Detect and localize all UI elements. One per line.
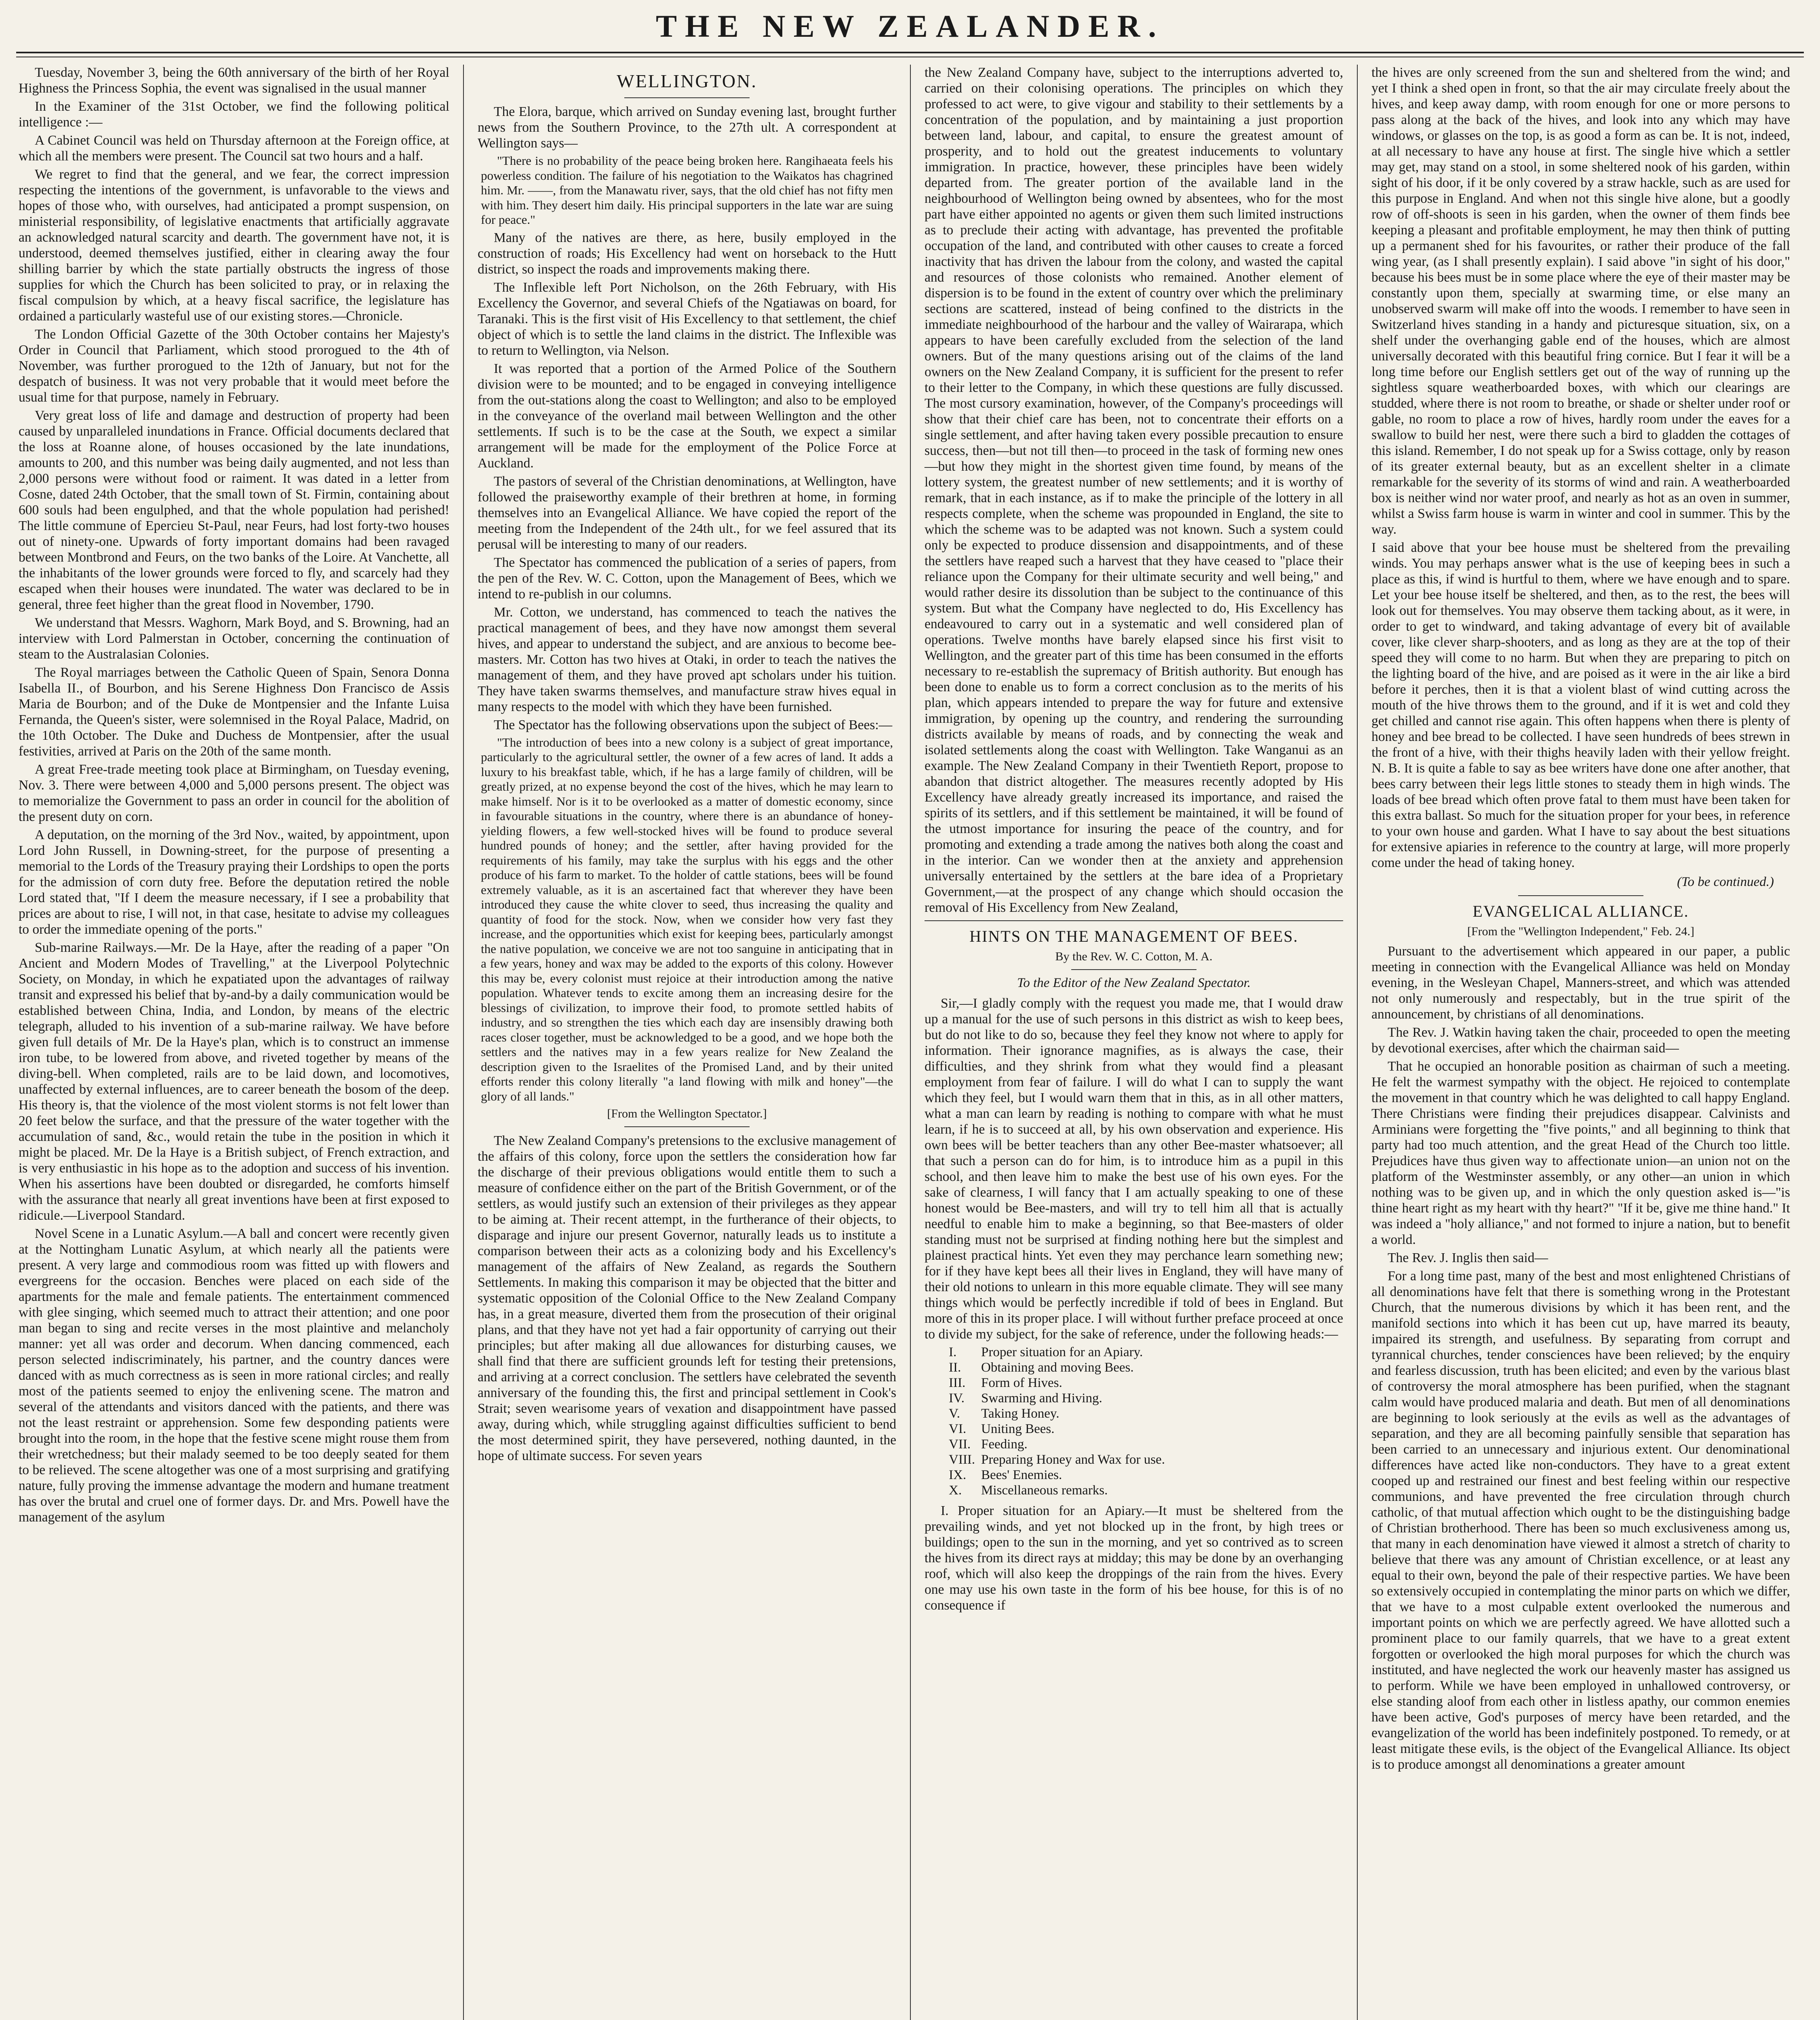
wellington-body (478, 230, 896, 733)
column-3 (910, 65, 1357, 2020)
company-article (478, 1133, 896, 1464)
paragraph: The London Official Gazette of the 30th October contains her Majesty's Order in Council that Parliament, which stood prorogued to the 4th of November, was further prorogued to the 12th of January, but not for the despatch of business. It was not very probable that it would meet before the usual time for that purpose, namely in February. (19, 327, 449, 405)
paragraph: We regret to find that the general, and we fear, the correct impression respecting the intentions of the government, is unfavorable to the views and hopes of those who, with ourselves, had anticipated a prompt suspension, on ministerial responsibility, of legislative enactments that artificially aggravate an acknowledged natural scarcity and dearth. The government have not, it is understood, deemed themselves justified, either in clearing away the four shilling barrier by which the state partially obstructs the ingress of those supplies for which the Church has been solicited to pray, or in relaxing the fiscal compulsion by which, at a heavy fiscal sacrifice, the legislature has ordained a particularly wasteful use of our existing stores.—Chronicle. (19, 167, 449, 324)
paragraph: The Royal marriages between the Catholic Queen of Spain, Senora Donna Isabella II., of Bourbon, and his Serene Highness Don Francisco de Assis Maria de Bourbon; and of the Duke de Montpensier and the Infante Luisa Fernanda, the Queen's sister, were solemnised in the Royal Palace, Madrid, on the 10th October. The Duke and Duchess de Montpensier, after the usual festivities, arrived at Paris on the 20th of the same month. (19, 665, 449, 759)
paragraph: The Spectator has the following observations upon the subject of Bees:— (494, 717, 893, 732)
paragraph: The New Zealand Company's pretensions to the exclusive management of the affairs of this colony, force upon the settlers the consideration how far the discharge of their previous obligations would entitle them to such a measure of confidence either on the part of the British Government, or of the settlers, as would justify such an extension of their privileges as they appear to be aiming at. Their recent attempt, in the furtherance of their objects, to disparage and injure our present Governor, naturally leads us to institute a comparison between their acts as a colonizing body and his Excellency's management of the affairs of New Zealand, as regards the Southern Settlements. In making this comparison it may be objected that the bitter and systematic opposition of the Colonial Office to the New Zealand Company has, in a great measure, diverted them from the prosecution of their original plans, and that they have not yet had a fair opportunity of carrying out their principles; but after making all due allowances for disturbing causes, we shall find that there are sufficient grounds left for testing their pretensions, and arriving at a correct conclusion. The settlers have celebrated the seventh anniversary of the founding this, the first and principal settlement in Cook's Strait; seven wearisome years of vexation and disappointment have passed away, during which, while struggling against difficulties sufficient to bend the most determined spirit, they have persevered, nothing daunted, in the hope of ultimate success. For seven years (478, 1133, 896, 1463)
paragraph: For a long time past, many of the best and most enlightened Christians of all denominations have felt that there is something wrong in the Protestant Church, that the numerous divisions by which it has been rent, and the manifold sections into which it has been cut up, have marred its beauty, impaired its strength, and usefulness. By separating from corrupt and tyrannical churches, tender consciences have been relieved; by the enquiry and fearless discussion, truth has been elicited; and even by the various blast of controversy the moral atmosphere has been purified, when the stagnant calm would have produced malaria and death. But men of all denominations are beginning to look seriously at the evils as well as the advantages of separation, and they are all becoming painfully sensible that separation has been carried to an unnecessary and injurious extent. Our denominational differences have acted like non-conductors. They have to a great extent cooped up and restrained our finest and best feeling within our respective communions, and have prevented the free circulation through church catholic, of that mutual affection which ought to be the distinguishing badge of Christian brotherhood. There has been so much exclusiveness among us, that many in each denomination have viewed it almost a stretch of charity to believe that there was any amount of Christian excellence, or at least any equal to their own, beyond the pale of their respective parties. We have been so extensively occupied in contemplating the minor parts on which we differ, that we have to a most culpable extent overlooked the numerous and important points on which we are perfectly agreed. We have allotted such a prominent place to our family quarrels, that we have to a great extent forgotten or overlooked the high moral purposes for which the church was instituted, and have neglected the work our heavenly master has assigned us to perform. While we have been employed in unhallowed controversy, or else standing aloof from each other in listless apathy, our common enemies have been active, God's purposes of mercy have been retarded, and the evangelization of the world has been indefinitely postponed. To remedy, or at least mitigate these evils, is the object of the Evangelical Alliance. Its object is to produce amongst all denominations a greater amount (1371, 1269, 1790, 1772)
list-item-number: IX. (949, 1468, 967, 1482)
paragraph: The Spectator has commenced the publication of a series of papers, from the pen of the Rev. W. C. Cotton, upon the Management of Bees, which we intend to re-publish in our columns. (478, 555, 896, 602)
bees-situation (925, 1503, 1343, 1613)
list-item-number: I. (949, 1345, 957, 1359)
list-item-number: IV. (949, 1391, 965, 1406)
bees-continued (1371, 65, 1790, 871)
divider (624, 1126, 750, 1127)
list-item-text: Feeding. (981, 1437, 1028, 1452)
wellington-heading: WELLINGTON. (617, 71, 757, 91)
paragraph: We understand that Messrs. Waghorn, Mark Boyd, and S. Browning, had an interview with Lord Palmerstan in October, concerning the continuation of steam to the Australasian Colonies. (19, 615, 449, 662)
paragraph: the New Zealand Company have, subject to the interruptions adverted to, carried on their colonising operations. The principles on which they professed to act were, to give vigour and stability to their settlements by a concentration of the population, and by maintaining a just proportion between land, labour, and capital, to ensure the greatest amount of prosperity, and to hold out the greatest inducements to voluntary immigration. In practice, however, these principles have been widely departed from. The greater portion of the available land in the neighbourhood of Wellington being owned by absentees, who for the most part have either appointed no agents or given them such limited instructions as to preclude their acting with advantage, has prevented the profitable occupation of the land, and contributed with other causes to create a forced inactivity that has driven the labour from the colony, and wasted the capital and resources of those colonists who remained. Another element of dispersion is to be found in the extent of country over which the preliminary sections are scattered, instead of being confined to the districts in the immediate neighbourhood of the harbour and the valley of Wairarapa, which appears to have been carefully excluded from the selection of the land owners. But of the many questions arising out of the claims of the land owners on the New Zealand Company, it is sufficient for the present to refer to their letter to the Company, in which these questions are fully discussed. The most cursory examination, however, of the Company's proceedings will show that their chief care has been, not to concentrate their efforts on a single settlement, and after having taken every possible precaution to ensure success, then—but not till then—to proceed in the task of forming new ones—but how they might in the shortest given time found, by means of the lottery system, the greatest number of new settlements; and it is worthy of remark, that in each instance, as if to make the principle of the lottery in all respects complete, when the scheme was propounded in England, the site to which the scheme was to be adapted was not known. Such a system could only be expected to produce dissension and disappointments, and of these the settlers have reaped such a harvest that they have ceased to "place their reliance upon the Company for their ultimate security and well being," and would rather desire its dissolution than be subject to the continuance of this system. But what the Company have neglected to do, His Excellency has endeavoured to carry out in a systematic and well considered plan of operations. Twelve months have barely elapsed since his first visit to Wellington, and the greater part of this time has been consumed in the efforts necessary to re-establish the supremacy of British authority. But enough has been done to enable us to form a correct conclusion as to the merits of his plan, which appears intended to prepare the way for future and extensive immigration, by opening up the country, and rendering the surrounding districts available by means of roads, and by connecting the weak and isolated settlements along the coast with Wellington. Take Wanganui as an example. The New Zealand Company in their Twentieth Report, propose to abandon that district altogether. The measures recently adopted by His Excellency have already greatly increased its importance, and raised the spirits of its settlers, and if this settlement be maintained, it will be found of the utmost importance for insuring the peace of the country, and for promoting and extending a trade among the natives both along the coast and in the interior. Can we wonder then at the anxiety and apprehension universally entertained by the settlers at the bare idea of a Proprietary Government,—at the prospect of any change which should occasion the removal of His Excellency from New Zealand, (925, 65, 1343, 915)
list-item-text: Form of Hives. (981, 1376, 1062, 1390)
paragraph: The Inflexible left Port Nicholson, on the 26th February, with His Excellency the Governor, and several Chiefs of the Ngatiawas on board, for Taranaki. This is the first visit of His Excellency to that settlement, the chief object of which is to settle the land claims in the district. The Inflexible was to return to Wellington, via Nelson. (478, 280, 896, 358)
list-item (949, 1391, 1343, 1406)
bees-heading: HINTS ON THE MANAGEMENT OF BEES. (969, 927, 1298, 945)
divider (925, 920, 1343, 921)
list-item (949, 1467, 1343, 1483)
company-article-continued (925, 65, 1343, 915)
list-item-number: VI. (949, 1422, 967, 1436)
paragraph: Many of the natives are there, as here, busily employed in the construction of roads; His Excellency had went on horseback to the Hutt district, so inspect the roads and improvements making there. (478, 230, 896, 277)
paragraph: Mr. Cotton, we understand, has commenced to teach the natives the practical management of bees, and they have now amongst them several hives, and appear to understand the subject, and are anxious to become bee-masters. Mr. Cotton has two hives at Otaki, in order to teach the natives the management of them, and they have proved apt scholars under his tuition. They have taken swarms themselves, and manufacture straw hives equal in many respects to the model with which they have been furnished. (478, 604, 896, 714)
list-item-number: VII. (949, 1437, 971, 1452)
list-item-number: X. (949, 1483, 962, 1498)
masthead-title: THE NEW ZEALANDER. (656, 8, 1164, 44)
list-item-text: Bees' Enemies. (981, 1468, 1062, 1482)
list-item-number: III. (949, 1376, 966, 1390)
list-item (949, 1360, 1343, 1375)
list-item (949, 1483, 1343, 1498)
divider (624, 97, 750, 98)
paragraph: Novel Scene in a Lunatic Asylum.—A ball and concert were recently given at the Nottingham Lunatic Asylum, at which nearly all the patients were present. A very large and commodious room was fitted up with flowers and evergreens for the occasion. Benches were placed on each side of the apartments for the male and female patients. The entertainment commenced with glee singing, which seemed much to attract their attention; and one poor man began to sing and recite verses in the most plaintive and melancholy manner: yet all was order and decorum. When dancing commenced, each person selected indiscriminately, his partner, and the country dances were danced with as much correctness as is seen in more rational circles; and really most of the patients seemed to enjoy the enlivening scene. The matron and several of the attendants and visitors danced with the patients, and there was not the least restraint or apprehension. Some few desponding patients were brought into the room, in the hope that the festive scene might rouse them from their wretchedness; but their malady seemed to be too deeply seated for them to be relieved. The scene altogether was one of a most surprising and gratifying nature, fully proving the immense advantage the modern and humane treatment has over the brutal and cruel one of former days. Dr. and Mrs. Powell have the management of the asylum (19, 1226, 449, 1525)
paragraph: The Elora, barque, which arrived on Sunday evening last, brought further news from the Southern Province, to the 27th ult. A correspondent at Wellington says— (478, 104, 896, 151)
column-2 (463, 65, 910, 2020)
column-4 (1357, 65, 1804, 2020)
paragraph: the hives are only screened from the sun and sheltered from the wind; and yet I think a shed open in front, so that the air may circulate freely about the hives, and keep away damp, with room enough for one or more persons to pass along at the back of the hives, and look into any which may have windows, or glasses on the top, is as good a form as can be. It is not, indeed, at all necessary to have any house at first. The single hive which a settler may get, may stand on a stool, in some sheltered nook of his garden, within sight of his door, if it be only covered by a straw hackle, such as are used for this purpose in England. And when not this single hive alone, but a goodly row of off-shoots is seen in his garden, when the owner of them finds bee keeping a pleasant and profitable employment, he may then think of putting up a permanent shed for his favourites, or rather their produce of the fall wing year, (as I shall presently explain). I said above "in sight of his door," because his bees must be in some place where the eye of their master may be constantly upon them, specially at swarming time, or else many an unobserved swarm will make off into the woods. I remember to have seen in Switzerland hives standing in a handy and picturesque situation, six, on a shelf under the overhanging gable end of the houses, which are almost universally decorated with this beautiful fring cornice. But I fear it will be a long time before our English settlers get out of the way of running up the sightless square weatherboarded boxes, with which our clearings are studded, where there is not room to breathe, or shade or shelter under roof or gable, no room to place a row of hives, hardly room under the eaves for a swallow to build her nest, were there such a bird to gladden the cottages of this island. Remember, I do not speak up for a Swiss cottage, only by reason of its greater external beauty, but as an excellent shelter in a climate remarkable for the severity of its storms of wind and rain. A weatherboarded box is neither wind nor water proof, and nearly as hot as an oven in summer, whilst a Swiss farm house is warm in winter and cool in summer. This by the way. (1371, 65, 1790, 537)
list-item (949, 1437, 1343, 1452)
list-item-text: Preparing Honey and Wax for use. (981, 1452, 1165, 1467)
paragraph: The pastors of several of the Christian denominations, at Wellington, have followed the praiseworthy example of their brethren at home, in forming themselves into an Evangelical Alliance. We have copied the report of the meeting from the Independent of the 24th ult., for we feel assured that its perusal will be interesting to many of our readers. (478, 473, 896, 552)
paragraph: Very great loss of life and damage and destruction of property had been caused by unparalleled inundations in France. Official documents declared that the loss at Roanne alone, of houses occasioned by the late inundations, amounts to 200, and this number was being daily augmented, and not less than 2,000 persons were without food or raiment. It was dated in a letter from Cosne, dated 24th October, that the small town of St. Firmin, containing about 600 souls had been engulphed, and that the whole population had perished! The little commune of Epercieu St-Paul, near Feurs, had lost forty-two houses out of ninety-one. Upwards of forty important domains had been ravaged between Montbrond and Feurs, on the two banks of the Loire. At Vanchette, all the inhabitants of the lower grounds were forced to fly, and scarcely had they escaped when their houses were inundated. The water was declared to be in general, three feet higher than the great flood in November, 1790. (19, 408, 449, 612)
spectator-quote: "The introduction of bees into a new colony is a subject of great importance, particularly to the agricultural settler, the owner of a few acres of land. It adds a luxury to his breakfast table, which, if he has a large family of children, will be greatly prized, at no expense beyond the cost of the hives, which he may learn to make himself. Nor is it to be overlooked as a matter of domestic economy, since in favourable situations in the country, where there is an abundance of honey-yielding flowers, a few well-stocked hives will be found to produce several hundred pounds of honey; and the settler, after having provided for the requirements of his family, may take the surplus with his eggs and the other produce of his farm to market. To the holder of cattle stations, bees will be found extremely valuable, as it is an ascertained fact that wherever they have been introduced they cause the white clover to seed, thus increasing the quality and quantity of food for the stock. Now, when we consider how very fast they increase, and the opportunities which exist for keeping bees, particularly amongst the native population, we conceive we are not too sanguine in anticipating that in a few years, honey and wax may be added to the exports of this colony. However this may be, every colonist must rejoice at their introduction among the native population. Whatever tends to excite among them an increasing desire for the blessings of civilization, to improve their food, to promote settled habits of industry, and so strengthen the ties which each day are insensibly drawing both races closer together, must be acknowledged to be a good, and we hope both the settlers and the natives may in a few years realize for New Zealand the description given to the Israelites of the Promised Land, and by their united efforts render this colony literally "a land flowing with milk and honey"—the glory of all lands." (481, 735, 893, 1103)
paragraph: A Cabinet Council was held on Thursday afternoon at the Foreign office, at which all the members were present. The Council sat two hours and a half. (19, 133, 449, 164)
list-item-text: Miscellaneous remarks. (981, 1483, 1108, 1498)
paragraph: A deputation, on the morning of the 3rd Nov., waited, by appointment, upon Lord John Russell, in Downing-street, for the purpose of presenting a memorial to the Lords of the Treasury praying their Lordships to open the ports for the admission of corn duty free. Before the deputation retired the noble Lord stated that, "If I deem the measure necessary, if I see a probability that prices are about to rise, I will not, in that case, hesitate to advise my colleagues to order the immediate opening of the ports." (19, 827, 449, 937)
list-item (949, 1452, 1343, 1467)
paragraph: The Rev. J. Inglis then said— (1388, 1250, 1548, 1265)
alliance-body (1371, 943, 1790, 1772)
masthead (0, 0, 1820, 53)
paragraph: In the Examiner of the 31st October, we find the following political intelligence :— (19, 99, 449, 130)
list-item-number: II. (949, 1360, 961, 1375)
paragraph: I. Proper situation for an Apiary.—It must be sheltered from the prevailing winds, and yet not blocked up in the front, by high trees or buildings; open to the sun in the morning, and yet so contrived as to screen the hives from its direct rays at midday; this may be done by an overhanging roof, which will also keep the droppings of the rain from the hives. Every one may use his own taste in the form of his bee house, for this is of no consequence if (925, 1503, 1343, 1613)
paragraph: Tuesday, November 3, being the 60th anniversary of the birth of her Royal Highness the Princess Sophia, the event was signalised in the usual manner (19, 65, 449, 96)
to-be-continued: (To be continued.) (1677, 875, 1774, 889)
bees-heads-list (925, 1345, 1343, 1498)
wellington-quote: "There is no probability of the peace being broken here. Rangihaeata feels his powerless condition. The failure of his negotiation to the Waikatos has chagrined him. Mr. ——, from the Manawatu river, says, that the old chief has not fifty men with him. They desert him daily. His principal supporters in the late war are suing for peace." (481, 154, 893, 227)
bees-body (925, 995, 1343, 1342)
wellington-intro (478, 104, 896, 151)
list-item-number: VIII. (949, 1452, 975, 1467)
list-item-text: Proper situation for an Apiary. (981, 1345, 1143, 1359)
list-item-text: Obtaining and moving Bees. (981, 1360, 1134, 1375)
alliance-heading: EVANGELICAL ALLIANCE. (1472, 902, 1689, 920)
list-item-text: Taking Honey. (981, 1406, 1060, 1421)
to-editor: To the Editor of the New Zealand Spectator. (1017, 976, 1251, 990)
paragraph: Sir,—I gladly comply with the request you made me, that I would draw up a manual for the use of such persons in this district as wish to keep bees, but do not like to do so, because they feel they know not where to apply for information. Their ignorance magnifies, as is always the case, their difficulties, and they shrink from what they would find a pleasant employment from fear of failure. I will do what I can to supply the want which they feel, but I would warn them that in this, as in all other matters, what a man can learn by reading is nothing to compare with what he must learn, if he is to succeed at all, by his own observation and experience. His own bees will be better teachers than any other Bee-master whatsoever; all that such a person can do for him, is to introduce him as a pupil in this school, and then leave him to make the best use of his own eyes. For the sake of clearness, I will fancy that I am actually speaking to one of these honest would be Bee-masters, and will try to tell him all that is actually needful to enable him to make a beginning, so that Bee-masters of older standing must not be surprised at finding nothing here but the simplest and plainest practical hints. Yet even they may perchance learn something new; for if they have kept bees all their lives in England, they will have many of their old notions to unlearn in this more equable climate. They will see many things which would be perfectly incredible if told of bees in England. But more of this in its proper place. I will without further preface proceed at once to divide my subject, for the sake of reference, under the following heads:— (925, 996, 1343, 1342)
list-item (949, 1406, 1343, 1421)
paragraph: Pursuant to the advertisement which appeared in our paper, a public meeting in connection with the Evangelical Alliance was held on Monday evening, in the Wesleyan Chapel, Manners-street, and which was attended not only numerously and respectably, but in the true spirit of the announcement, by christians of all denominations. (1371, 944, 1790, 1022)
bees-byline: By the Rev. W. C. Cotton, M. A. (1055, 950, 1213, 963)
list-item (949, 1375, 1343, 1391)
list-item (949, 1345, 1343, 1360)
divider (1518, 895, 1644, 896)
paragraph: I said above that your bee house must be sheltered from the prevailing winds. You may perhaps answer what is the use of keeping bees in such a place as this, if wind is hurtful to them, where we have enough and to spare. Let your bee house itself be sheltered, and then, as to the rest, the bees will look out for themselves. You may observe them tacking about, as it were, in order to get to windward, and taking advantage of every bit of available cover, like clever sharp-shooters, and as long as they are at the top of their speed they will come to no harm. But when they are preparing to pitch on the lighting board of the hive, and are poised as it were in the air like a bird before it perches, then it is that a violent blast of wind cutting across the mouth of the hive throws them to the ground, and if it is wet and cold they get chilled and cannot rise again. This often happens when there is plenty of honey and bee bread to be collected. I have seen hundreds of bees strewn in the front of a hive, with their thighs heavily laden with their yellow freight. N. B. It is quite a fable to say as bee writers have done one after another, that bees carry between their legs little stones to steady them in high winds. The loads of bee bread which often prove fatal to them must have been taken for this extra ballast. So much for the situation proper for your bees, in reference to your own house and garden. What I have to say about the best situations for extensive apiaries in reference to the country at large, will more properly come under the head of taking honey. (1371, 540, 1790, 870)
spectator-source: [From the Wellington Spectator.] (607, 1107, 767, 1120)
paragraph: The Rev. J. Watkin having taken the chair, proceeded to open the meeting by devotional exercises, after which the chairman said— (1371, 1025, 1790, 1056)
paragraph: Sub-marine Railways.—Mr. De la Haye, after the reading of a paper "On Ancient and Modern Modes of Travelling," at the Liverpool Polytechnic Society, on Monday, in which he expatiated upon the advantages of railway transit and expressed his belief that by-and-by a daily communication would be established between China, India, and London, by means of the electric telegraph, alluded to his invention of a sub-marine railway. We have before given full details of Mr. De la Haye's plan, which is to construct an immense iron tube, to be lowered from above, and riveted together by means of the diving-bell. When completed, rails are to be laid down, and locomotives, unaffected by external influences, are to career beneath the bosom of the deep. His theory is, that the violence of the most violent storms is not felt lower than 20 feet below the surface, and that the pressure of the water together with the accumulation of sand, &c., would retain the tube in the position in which it might be placed. Mr. De la Haye is a British subject, of French extraction, and is very enthusiastic in his hope as to the adoption and success of his invention. When his assertions have been doubted or disregarded, he comforts himself with the assurance that nearly all great inventions have been at first exposed to ridicule.—Liverpool Standard. (19, 940, 449, 1223)
list-item-text: Uniting Bees. (981, 1422, 1055, 1436)
columns (16, 65, 1804, 2020)
column-1 (16, 65, 463, 2020)
divider (1071, 969, 1197, 970)
list-item-text: Swarming and Hiving. (981, 1391, 1102, 1406)
paragraph: That he occupied an honorable position as chairman of such a meeting. He felt the warmest sympathy with the object. He rejoiced to contemplate the movement in that country which he was delighted to call happy England. There Christians were finding their prejudices disappear. Calvinists and Arminians were forgetting the "five points," and all beginning to think that party had too much attention, and the great Head of the Church too little. Prejudices have thus given way to affectionate union—an union not on the platform of the Westminster assembly, or any other—an union in which nothing was to be given up, and in which the only question asked is—"is thine heart right as my heart with thy heart?" "If it be, give me thine hand." It was indeed a "holy alliance," and not formed to injure a nation, but to benefit a world. (1371, 1059, 1790, 1247)
paragraph: A great Free-trade meeting took place at Birmingham, on Tuesday evening, Nov. 3. There were between 4,000 and 5,000 persons present. The object was to memorialize the Government to pass an order in council for the abolition of the present duty on corn. (19, 762, 449, 824)
alliance-source: [From the "Wellington Independent," Feb. 24.] (1467, 925, 1694, 938)
list-item-number: V. (949, 1406, 960, 1421)
paragraph: It was reported that a portion of the Armed Police of the Southern division were to be mounted; and to be engaged in conveying intelligence from the out-stations along the coast to Wellington; and also to be employed in the conveyance of the overland mail between Wellington and the other settlements. If such is to be the case at the South, we expect a similar arrangement will be made for the employment of the Police Force at Auckland. (478, 361, 896, 471)
list-item (949, 1421, 1343, 1437)
masthead-rule (16, 52, 1804, 53)
